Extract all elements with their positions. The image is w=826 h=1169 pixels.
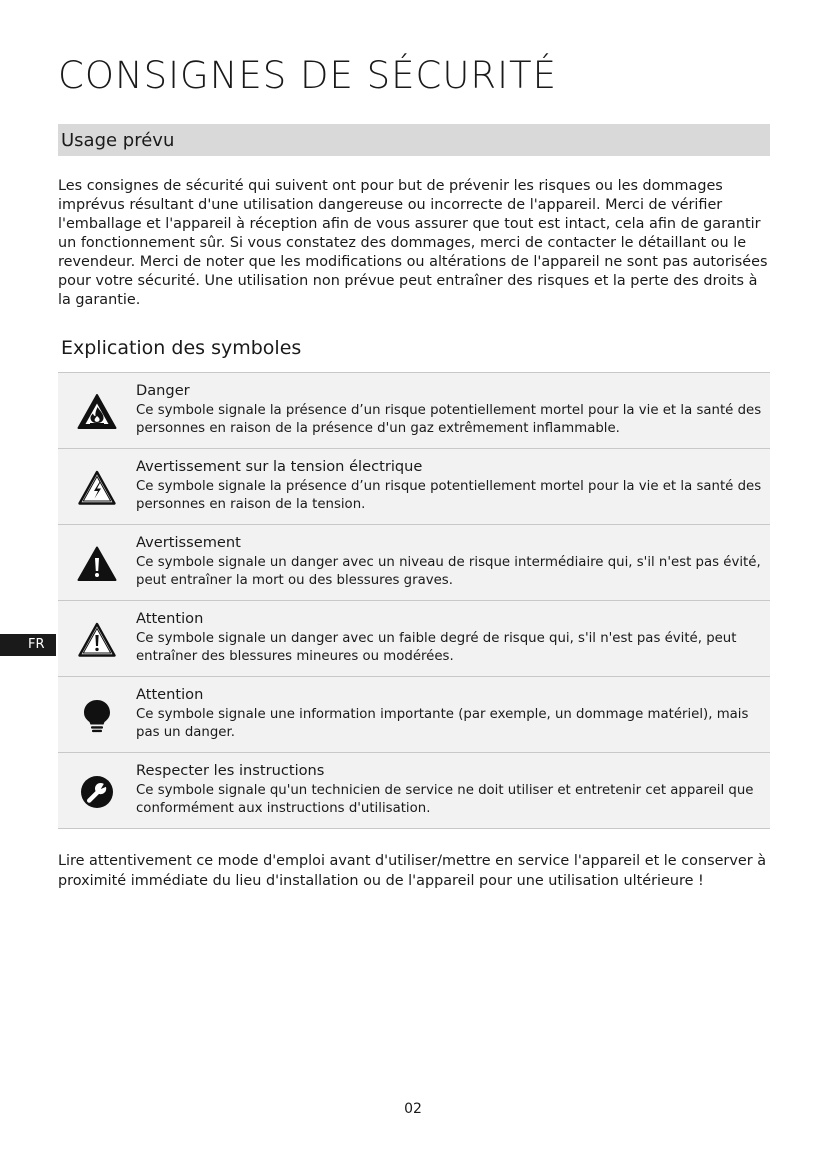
page-title: CONSIGNES DE SÉCURITÉ (58, 54, 558, 97)
symbol-title: Attention (136, 686, 204, 703)
electric-shock-warning-icon (77, 469, 117, 507)
symbol-row-warning (58, 525, 770, 601)
symbols-table (58, 372, 770, 829)
symbol-description: Ce symbole signale une information importante (par exemple, un dommage matériel), mais pas un danger. (136, 707, 749, 740)
symbol-title: Respecter les instructions (136, 762, 325, 779)
symbol-description: Ce symbole signale la présence d’un risque potentiellement mortel pour la vie et la santé des personnes en raison de la tension. (136, 479, 762, 512)
symbols-heading: Explication des symboles (61, 337, 302, 359)
symbol-description: Ce symbole signale un danger avec un niveau de risque intermédiaire qui, s'il n'est pas évité, peut entraîner la mort ou des blessures graves. (136, 555, 761, 588)
symbol-title: Danger (136, 382, 190, 399)
wrench-icon (77, 773, 117, 811)
lightbulb-icon (77, 697, 117, 735)
symbol-row-instructions (58, 753, 770, 829)
language-tab: FR (0, 634, 56, 656)
symbol-title: Attention (136, 610, 204, 627)
symbol-row-notice (58, 677, 770, 753)
usage-paragraph: Les consignes de sécurité qui suivent ont pour but de prévenir les risques ou les dommages imprévus résultant d'une utilisation dangereuse ou incorrecte de l'appareil. Merci de vérifier l'emballage et l'appareil à réception afin de vous assurer que tout est intact, cela afin de garantir un fonctionnement sûr. Si vous constatez des dommages, merci de contacter le détaillant ou le revendeur. Merci de noter que les modifications ou altérations de l'appareil ne sont pas autorisées pour votre sécurité. Une utilisation non prévue peut entraîner des risques et la perte des droits à la garantie. (58, 178, 768, 308)
exclamation-outline-warning-icon (77, 621, 117, 659)
page-number: 02 (404, 1101, 422, 1117)
symbol-title: Avertissement (136, 534, 241, 551)
symbol-description: Ce symbole signale qu'un technicien de service ne doit utiliser et entretenir cet appareil que conformément aux instructions d'utilisation. (136, 783, 754, 816)
symbol-row-electric-voltage (58, 449, 770, 525)
exclamation-warning-icon (77, 545, 117, 583)
symbol-title: Avertissement sur la tension électrique (136, 458, 423, 475)
flammable-warning-icon (77, 393, 117, 431)
section-heading-usage: Usage prévu (58, 124, 770, 156)
symbol-description: Ce symbole signale la présence d’un risque potentiellement mortel pour la vie et la santé des personnes en raison de la présence d'un gaz extrêmement inflammable. (136, 403, 762, 436)
symbol-row-danger (58, 373, 770, 449)
symbol-description: Ce symbole signale un danger avec un faible degré de risque qui, s'il n'est pas évité, peut entraîner des blessures mineures ou modérées. (136, 631, 737, 664)
symbol-row-caution (58, 601, 770, 677)
closing-paragraph: Lire attentivement ce mode d'emploi avant d'utiliser/mettre en service l'appareil et le conserver à proximité immédiate du lieu d'installation ou de l'appareil pour une utilisation ultérieure ! (58, 853, 767, 889)
